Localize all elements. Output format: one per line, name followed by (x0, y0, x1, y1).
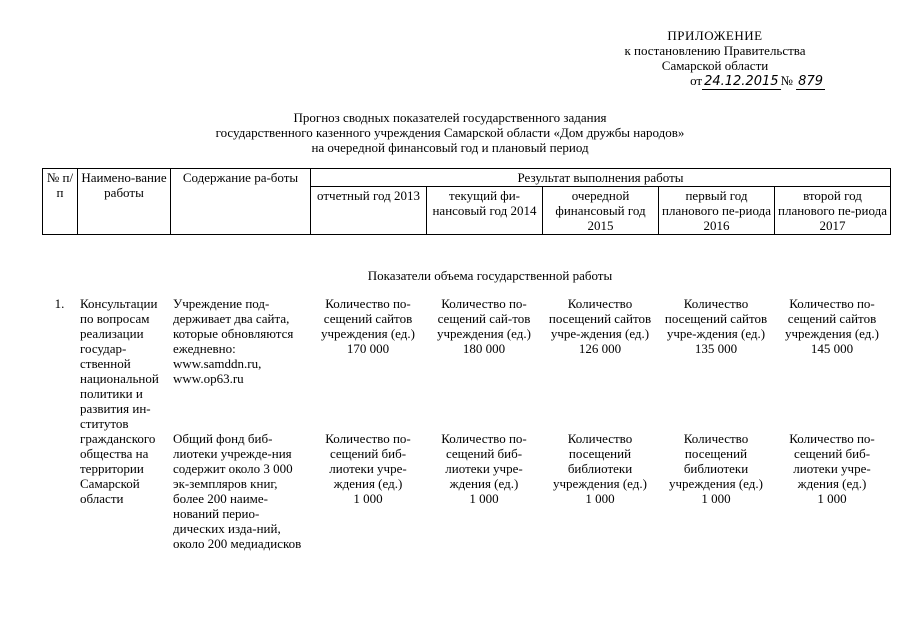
header-result: Результат выполнения работы (311, 169, 891, 187)
cell-value: 1 000 (817, 491, 847, 506)
cell-library-2016 (658, 431, 774, 551)
title-line1: Прогноз сводных показателей государственного задания (293, 110, 607, 125)
cell-value: 1 000 (701, 491, 731, 506)
cell-library-2017 (774, 431, 890, 551)
header-year-2016: первый год планового пе-риода 2016 (659, 187, 775, 235)
cell-label: Количество по-сещений сайтов учреждения (ед.) (785, 296, 879, 341)
header-name: Наимено-вание работы (78, 169, 171, 235)
cell-value: 126 000 (578, 341, 622, 356)
header-table (42, 168, 891, 235)
cell-label: Количество посещений библиотеки учреждения (ед.) (553, 431, 647, 491)
cell-label: Количество по-сещений сайтов учреждения (ед.) (321, 296, 415, 341)
cell-library-2014 (426, 431, 542, 551)
table-row (42, 431, 890, 551)
cell-sites-2016 (658, 296, 774, 431)
header-year-2014: текущий фи-нансовый год 2014 (427, 187, 543, 235)
cell-label: Количество посещений библиотеки учреждения (ед.) (669, 431, 763, 491)
cell-value: 1 000 (585, 491, 615, 506)
header-year-2017: второй год планового пе-риода 2017 (775, 187, 891, 235)
row-num: 1. (54, 296, 65, 311)
cell-label: Количество посещений сайтов учре-ждения (ед.) (664, 296, 768, 341)
title-line2: государственного казенного учреждения Самарской области «Дом дружбы народов» (215, 125, 685, 140)
header-num: № п/п (43, 169, 78, 235)
cell-library-2013 (310, 431, 426, 551)
document-title (100, 110, 800, 155)
date-prefix: от (690, 73, 703, 88)
cell-sites-2015 (542, 296, 658, 431)
cell-value: 1 000 (469, 491, 499, 506)
row-work-name: Консультации по вопросам реализации государ-ственной национальной политики и развития ин-ститутов гражданского общества на территории Самарской области (80, 296, 159, 506)
row-content-library: Общий фонд биб-лиотеки учрежде-ния содержит около 3 000 эк-земпляров книг, более 200 наиме-нований перио-дических изда-ний, около 200 медиадисков (173, 431, 302, 551)
cell-label: Количество по-сещений сай-тов учреждения (ед.) (437, 296, 531, 341)
header-year-2013: отчетный год 2013 (311, 187, 427, 235)
cell-label: Количество по-сещений биб-лиотеки учре-ждения (ед.) (441, 431, 527, 491)
section-title: Показатели объема государственной работы (367, 268, 613, 283)
appendix-title: ПРИЛОЖЕНИЕ (667, 28, 763, 43)
header-content: Содержание ра-боты (171, 169, 311, 235)
header-year-2015: очередной финансовый год 2015 (543, 187, 659, 235)
cell-value: 145 000 (810, 341, 854, 356)
cell-label: Количество посещений сайтов учре-ждения (ед.) (548, 296, 652, 341)
number-value: 879 (798, 74, 823, 89)
appendix-date-line (585, 73, 845, 89)
appendix-line2: Самарской области (661, 58, 769, 73)
cell-value: 170 000 (346, 341, 390, 356)
data-table (42, 296, 890, 551)
appendix-line1: к постановлению Правительства (624, 43, 806, 58)
cell-value: 1 000 (353, 491, 383, 506)
cell-label: Количество по-сещений биб-лиотеки учре-ждения (ед.) (789, 431, 875, 491)
cell-library-2015 (542, 431, 658, 551)
cell-sites-2013 (310, 296, 426, 431)
appendix-block (585, 28, 845, 89)
cell-sites-2017 (774, 296, 890, 431)
title-line3: на очередной финансовый год и плановый период (311, 140, 589, 155)
cell-label: Количество по-сещений биб-лиотеки учре-ждения (ед.) (325, 431, 411, 491)
cell-value: 135 000 (694, 341, 738, 356)
cell-sites-2014 (426, 296, 542, 431)
date-value: 24.12.2015 (704, 74, 779, 89)
number-prefix: № (780, 73, 793, 88)
table-row (42, 296, 890, 431)
row-content-sites: Учреждение под-держивает два сайта, которые обновляются ежедневно: www.samddn.ru, www.op63.ru (173, 296, 294, 386)
cell-value: 180 000 (462, 341, 506, 356)
